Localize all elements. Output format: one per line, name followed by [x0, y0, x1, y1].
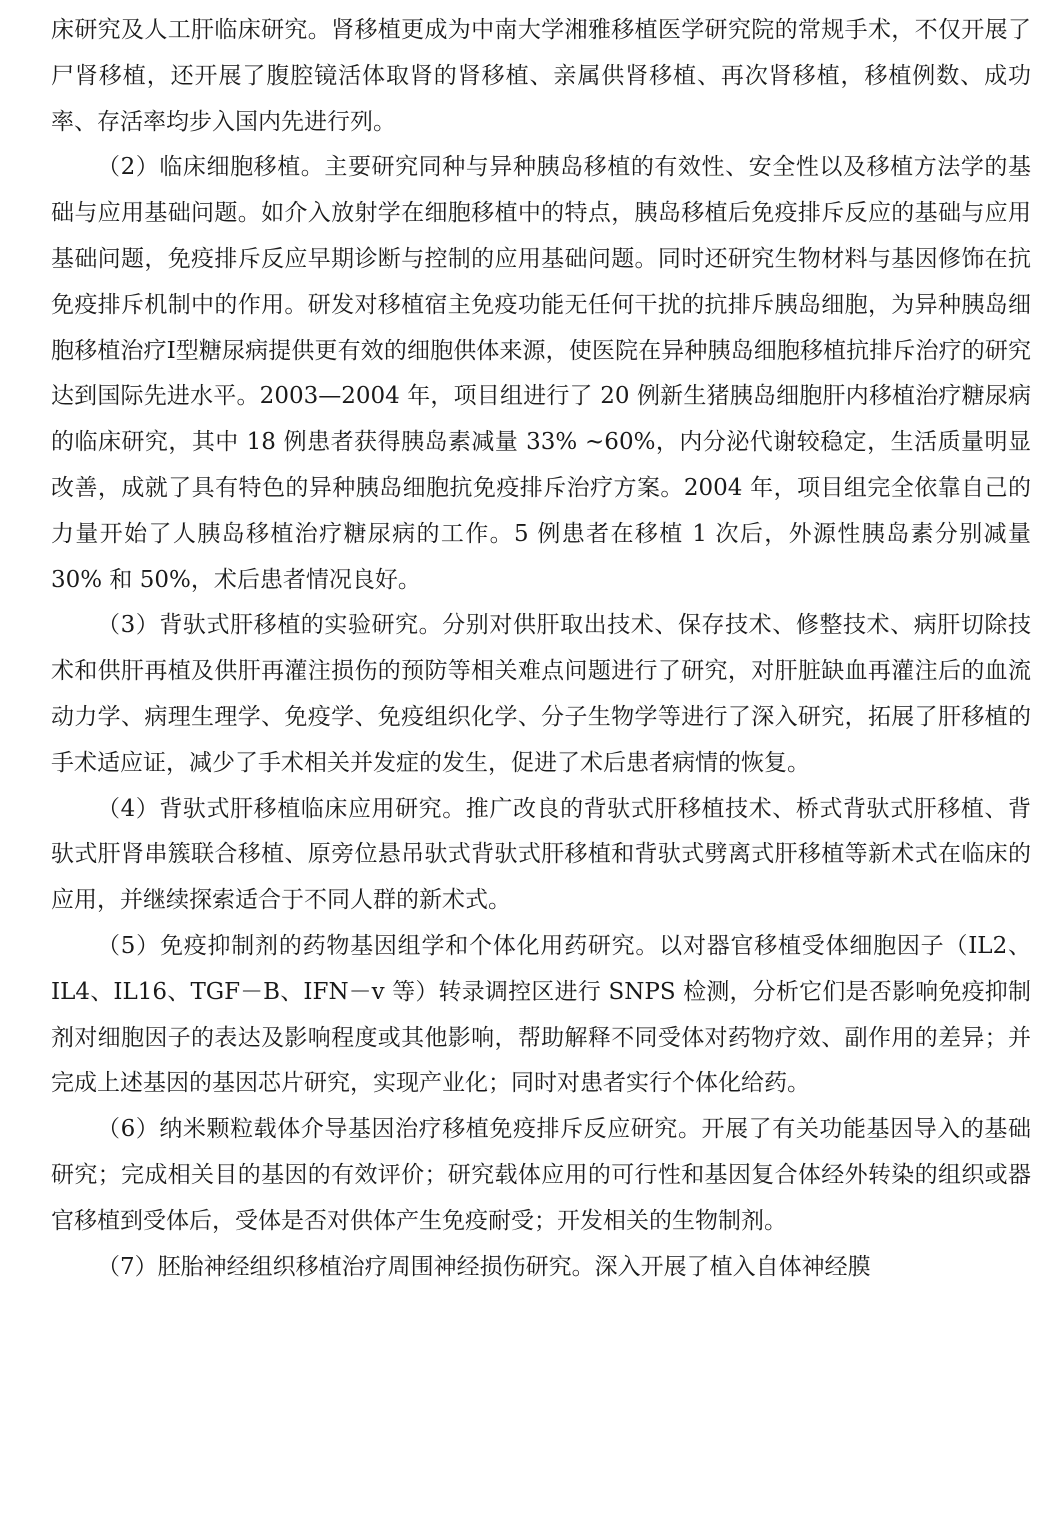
paragraph-embryonic-nerve-transplant: （7）胚胎神经组织移植治疗周围神经损伤研究。深入开展了植入自体神经膜	[97, 1253, 871, 1280]
paragraph-nanoparticle-gene-therapy: （6）纳米颗粒载体介导基因治疗移植免疫排斥反应研究。开展了有关功能基因导入的基础研究；完成相关目的基因的有效评价；研究载体应用的可行性和基因复合体经外转染的组织或器官移植到受体后，受体是否对供体产生免疫耐受；开发相关的生物制剂。	[51, 1116, 1031, 1234]
document-page	[51, 8, 1031, 1290]
paragraph-continuation: 床研究及人工肝临床研究。肾移植更成为中南大学湘雅移植医学研究院的常规手术，不仅开展了尸肾移植，还开展了腹腔镜活体取肾的肾移植、亲属供肾移植、再次肾移植，移植例数、成功率、存活率均步入国内先进行列。	[51, 17, 1031, 135]
paragraph-immunosuppressant-pharmacogenomics: （5）免疫抑制剂的药物基因组学和个体化用药研究。以对器官移植受体细胞因子（IL2、IL4、IL16、TGF－B、IFN－v 等）转录调控区进行 SNPS 检测，分析它们是否影响免疫抑制剂对细胞因子的表达及影响程度或其他影响，帮助解释不同受体对药物疗效、副作用的差异；并完成上述基因的基因芯片研究，实现产业化；同时对患者实行个体化给药。	[51, 932, 1031, 1097]
paragraph-piggyback-liver-experimental: （3）背驮式肝移植的实验研究。分别对供肝取出技术、保存技术、修整技术、病肝切除技术和供肝再植及供肝再灌注损伤的预防等相关难点问题进行了研究，对肝脏缺血再灌注后的血流动力学、病理生理学、免疫学、免疫组织化学、分子生物学等进行了深入研究，拓展了肝移植的手术适应证，减少了手术相关并发症的发生，促进了术后患者病情的恢复。	[51, 612, 1031, 776]
paragraph-piggyback-liver-clinical: （4）背驮式肝移植临床应用研究。推广改良的背驮式肝移植技术、桥式背驮式肝移植、背驮式肝肾串簇联合移植、原旁位悬吊驮式背驮式肝移植和背驮式劈离式肝移植等新术式在临床的应用，并继续探索适合于不同人群的新术式。	[51, 795, 1031, 914]
paragraph-clinical-cell-transplant: （2）临床细胞移植。主要研究同种与异种胰岛移植的有效性、安全性以及移植方法学的基础与应用基础问题。如介入放射学在细胞移植中的特点，胰岛移植后免疫排斥反应的基础与应用基础问题，免疫排斥反应早期诊断与控制的应用基础问题。同时还研究生物材料与基因修饰在抗免疫排斥机制中的作用。研发对移植宿主免疫功能无任何干扰的抗排斥胰岛细胞，为异种胰岛细胞移植治疗Ⅰ型糖尿病提供更有效的细胞供体来源，使医院在异种胰岛细胞移植抗排斥治疗的研究达到国际先进水平。2003—2004 年，项目组进行了 20 例新生猪胰岛细胞肝内移植治疗糖尿病的临床研究，其中 18 例患者获得胰岛素减量 33% ~60%，内分泌代谢较稳定，生活质量明显改善，成就了具有特色的异种胰岛细胞抗免疫排斥治疗方案。2004 年，项目组完全依靠自己的力量开始了人胰岛移植治疗糖尿病的工作。5 例患者在移植 1 次后，外源性胰岛素分别减量 30% 和 50%，术后患者情况良好。	[51, 154, 1031, 593]
